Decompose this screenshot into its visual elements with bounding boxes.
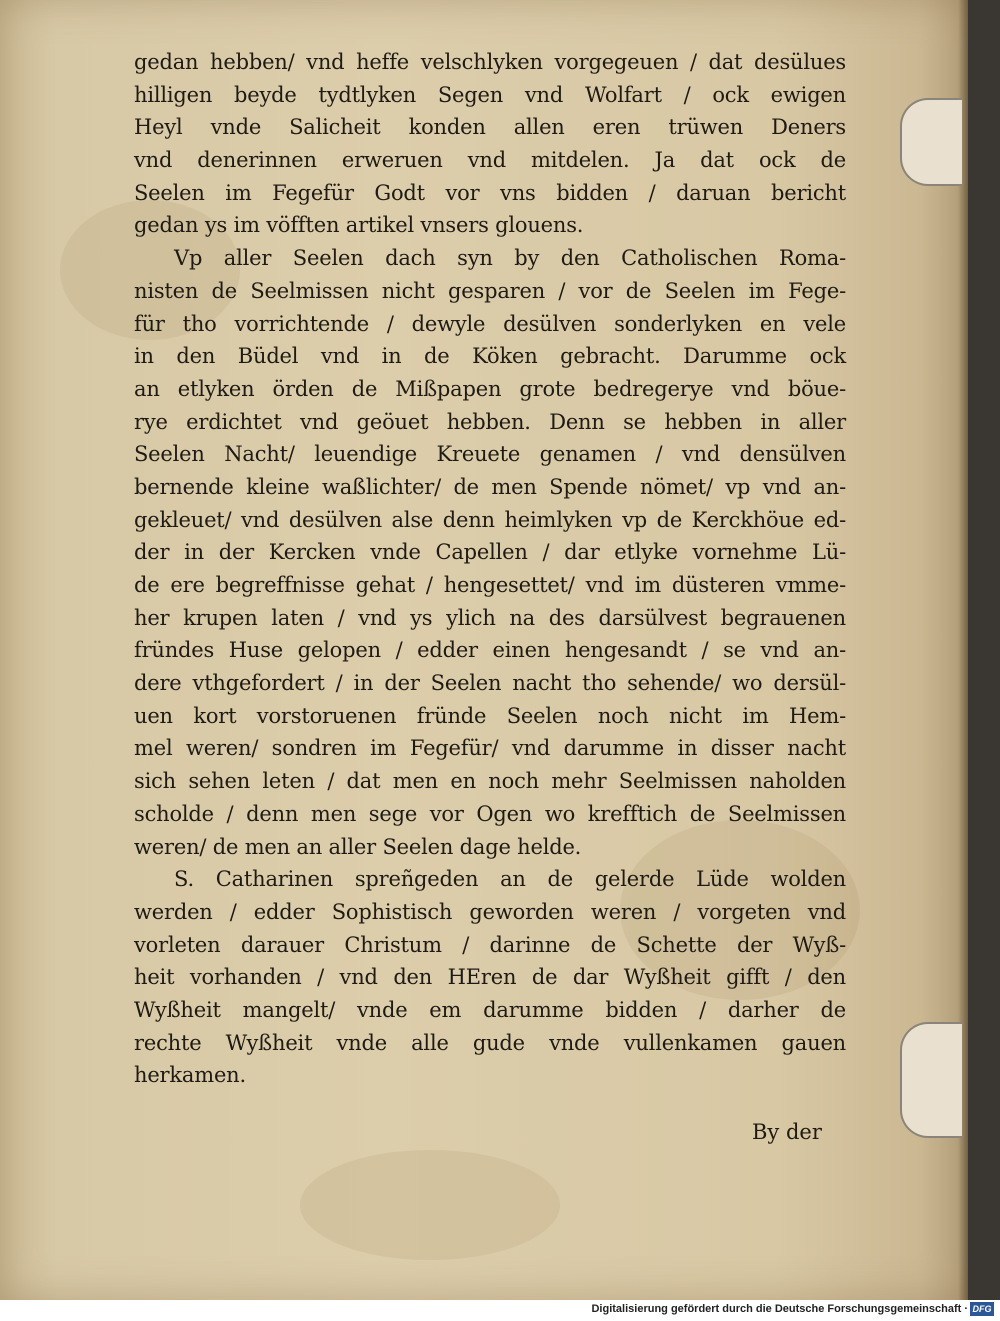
text-line: uen kort vorstoruenen fründe Seelen noch nicht im Hem- xyxy=(134,703,846,728)
text-line: der in der Kercken vnde Capellen / dar etlyke vornehme Lü- xyxy=(134,540,846,565)
text-line: dere vthgefordert / in der Seelen nacht tho sehende/ wo dersül- xyxy=(134,671,846,696)
text-line: werden / edder Sophistisch geworden weren / vorgeten vnd xyxy=(134,899,846,924)
text-line: hilligen beyde tydtlyken Segen vnd Wolfart / ock ewigen xyxy=(134,82,846,107)
funding-credit: Digitalisierung gefördert durch die Deutsche Forschungsgemeinschaft · xyxy=(591,1303,968,1315)
text-line: rye erdichtet vnd geöuet hebben. Denn se hebben in aller xyxy=(134,409,846,434)
text-line: für tho vorrichtende / dewyle desülven sonderlyken en vele xyxy=(134,311,846,336)
text-line: Seelen im Fegefür Godt vor vns bidden / daruan bericht xyxy=(134,180,846,205)
page-text xyxy=(134,46,846,1092)
paper-stain xyxy=(300,1150,560,1260)
text-line: Heyl vnde Salicheit konden allen eren trüwen Deners xyxy=(134,115,846,140)
text-line: herkamen. xyxy=(134,1063,246,1088)
page-tab-top xyxy=(900,98,962,186)
text-line: vorleten darauer Christum / darinne de Schette der Wyß- xyxy=(134,932,846,957)
text-line: sich sehen leten / dat men en noch mehr Seelmissen naholden xyxy=(134,769,846,794)
text-line: Vp aller Seelen dach syn by den Catholischen Roma- xyxy=(174,246,846,271)
dfg-logo: DFG xyxy=(970,1302,994,1316)
text-line: nisten de Seelmissen nicht gesparen / vor de Seelen im Fege- xyxy=(134,278,846,303)
text-line: Seelen Nacht/ leuendige Kreuete genamen / vnd densülven xyxy=(134,442,846,467)
text-line: mel weren/ sondren im Fegefür/ vnd darumme in disser nacht xyxy=(134,736,846,761)
text-line: gekleuet/ vnd desülven alse denn heimlyken vp de Kerckhöue ed- xyxy=(134,507,846,532)
text-line: gedan hebben/ vnd heffe velschlyken vorgegeuen / dat desülues xyxy=(134,50,846,74)
text-line: an etlyken örden de Mißpapen grote bedregerye vnd böue- xyxy=(134,376,846,401)
text-line: in den Büdel vnd in de Köken gebracht. Darumme ock xyxy=(134,344,846,369)
text-line: bernende kleine waßlichter/ de men Spende nömet/ vp vnd an- xyxy=(134,474,846,499)
text-line: S. Catharinen spreñgeden an de gelerde Lüde wolden xyxy=(174,867,846,892)
text-line: vnd denerinnen erweruen vnd mitdelen. Ja dat ock de xyxy=(134,148,846,173)
text-line: Wyßheit mangelt/ vnde em darumme bidden / darher de xyxy=(134,997,846,1022)
catchword: By der xyxy=(752,1120,822,1144)
text-line: fründes Huse gelopen / edder einen hengesandt / se vnd an- xyxy=(134,638,846,663)
text-line: scholde / denn men sege vor Ogen wo krefftich de Seelmissen xyxy=(134,801,846,826)
text-line: de ere begreffnisse gehat / hengesettet/ vnd im düsteren vmme- xyxy=(134,573,846,597)
text-line: heit vorhanden / vnd den HEren de dar Wyßheit gifft / den xyxy=(134,965,846,990)
page-tab-bottom xyxy=(900,1022,962,1138)
text-line: rechte Wyßheit vnde alle gude vnde vullenkamen gauen xyxy=(134,1030,846,1055)
text-line: gedan ys im vöfften artikel vnsers glouens. xyxy=(134,213,584,238)
text-line: her krupen laten / vnd ys ylich na des darsülvest begrauenen xyxy=(134,605,846,630)
text-line: weren/ de men an aller Seelen dage helde. xyxy=(134,834,582,859)
